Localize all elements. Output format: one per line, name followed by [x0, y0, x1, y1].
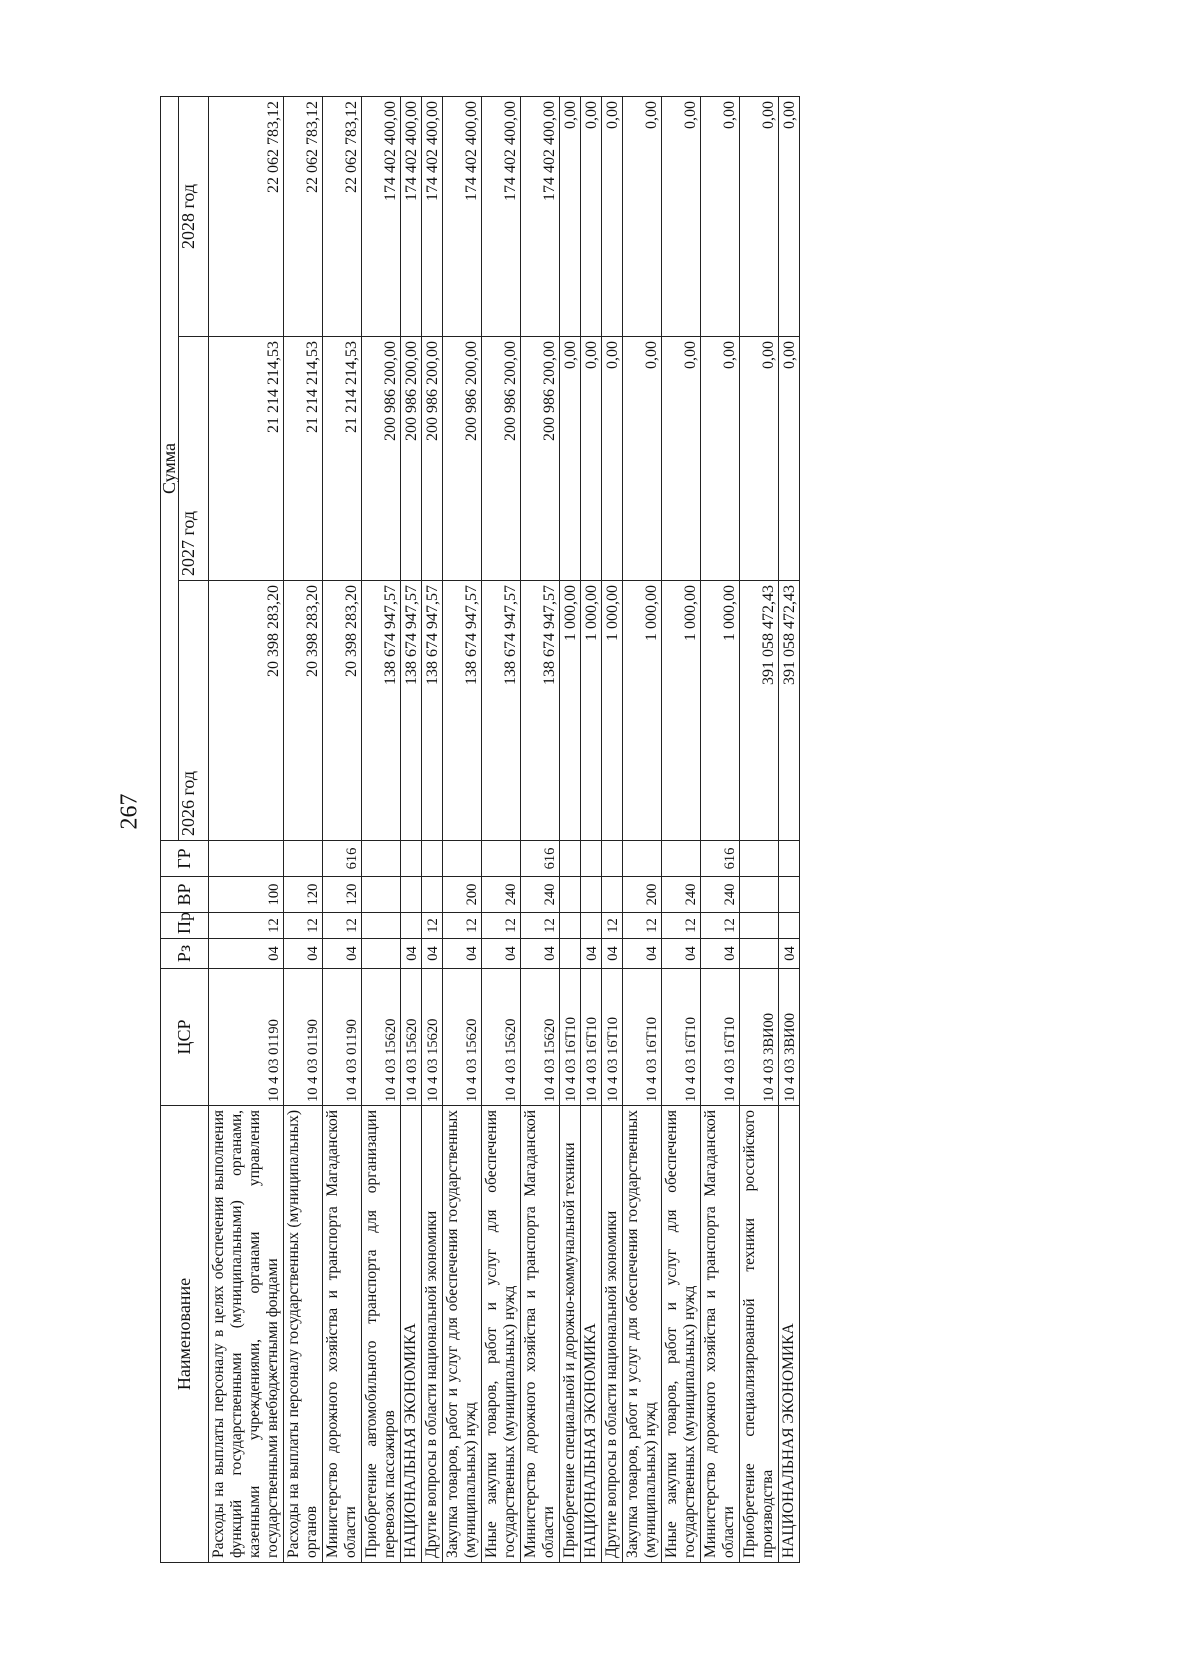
row-gr [560, 841, 581, 877]
row-rz: 04 [602, 939, 623, 969]
row-csr: 10 4 03 16Т10 [623, 969, 662, 1106]
row-csr: 10 4 03 16Т10 [602, 969, 623, 1106]
table-row [701, 96, 740, 1562]
row-gr [623, 841, 662, 877]
row-rz: 04 [443, 939, 482, 969]
row-name: Министерство дорожного хозяйства и транспорта Магаданской области [323, 1106, 362, 1563]
row-sum-2026: 138 674 947,57 [401, 581, 422, 841]
row-pr [581, 913, 602, 939]
row-sum-2026: 138 674 947,57 [521, 581, 560, 841]
row-sum-2028: 22 062 783,12 [323, 96, 362, 336]
row-pr [779, 913, 800, 939]
row-sum-2027: 200 986 200,00 [362, 337, 401, 581]
row-sum-2028: 174 402 400,00 [362, 96, 401, 336]
row-pr: 12 [323, 913, 362, 939]
row-sum-2027: 0,00 [623, 337, 662, 581]
row-rz: 04 [323, 939, 362, 969]
row-vr: 200 [443, 877, 482, 913]
row-pr: 12 [482, 913, 521, 939]
row-csr: 10 4 03 01190 [209, 969, 284, 1106]
row-rz: 04 [623, 939, 662, 969]
row-name: НАЦИОНАЛЬНАЯ ЭКОНОМИКА [581, 1106, 602, 1563]
row-name: Закупка товаров, работ и услуг для обеспечения государственных (муниципальных) нужд [623, 1106, 662, 1563]
row-sum-2028: 174 402 400,00 [521, 96, 560, 336]
row-name: Иные закупки товаров, работ и услуг для обеспечения государственных (муниципальных) нужд [662, 1106, 701, 1563]
header-vr: ВР [161, 877, 209, 913]
row-vr: 240 [701, 877, 740, 913]
row-csr: 10 4 03 3ВИ00 [740, 969, 779, 1106]
row-rz: 04 [779, 939, 800, 969]
row-pr: 12 [602, 913, 623, 939]
row-sum-2026: 1 000,00 [662, 581, 701, 841]
row-sum-2026: 1 000,00 [623, 581, 662, 841]
row-sum-2027: 0,00 [740, 337, 779, 581]
row-csr: 10 4 03 3ВИ00 [779, 969, 800, 1106]
table-row [662, 96, 701, 1562]
row-sum-2026: 20 398 283,20 [323, 581, 362, 841]
row-sum-2026: 20 398 283,20 [284, 581, 323, 841]
row-sum-2028: 0,00 [662, 96, 701, 336]
header-pr: Пр [161, 913, 209, 939]
row-rz [560, 939, 581, 969]
row-sum-2028: 0,00 [779, 96, 800, 336]
header-year-2026: 2026 год [179, 581, 209, 841]
row-sum-2027: 200 986 200,00 [401, 337, 422, 581]
row-csr: 10 4 03 16Т10 [701, 969, 740, 1106]
row-vr: 120 [323, 877, 362, 913]
header-name: Наименование [161, 1106, 209, 1563]
row-gr [602, 841, 623, 877]
row-gr [581, 841, 602, 877]
row-sum-2027: 21 214 214,53 [209, 337, 284, 581]
row-gr [401, 841, 422, 877]
table-row [443, 96, 482, 1562]
row-csr: 10 4 03 16Т10 [581, 969, 602, 1106]
header-rz: Рз [161, 939, 209, 969]
row-vr: 200 [623, 877, 662, 913]
row-sum-2028: 0,00 [740, 96, 779, 336]
row-sum-2028: 174 402 400,00 [422, 96, 443, 336]
row-gr [482, 841, 521, 877]
row-gr [362, 841, 401, 877]
row-csr: 10 4 03 01190 [323, 969, 362, 1106]
row-sum-2027: 0,00 [602, 337, 623, 581]
row-rz: 04 [521, 939, 560, 969]
row-gr: 616 [701, 841, 740, 877]
header-sum: Сумма [161, 96, 179, 840]
row-gr: 616 [323, 841, 362, 877]
table-body [209, 96, 800, 1562]
table-row [602, 96, 623, 1562]
header-year-2027: 2027 год [179, 337, 209, 581]
row-csr: 10 4 03 16Т10 [560, 969, 581, 1106]
row-vr [560, 877, 581, 913]
row-rz: 04 [662, 939, 701, 969]
row-name: Приобретение автомобильного транспорта для организации перевозок пассажиров [362, 1106, 401, 1563]
row-vr [581, 877, 602, 913]
row-rz [740, 939, 779, 969]
row-rz: 04 [581, 939, 602, 969]
row-name: Министерство дорожного хозяйства и транспорта Магаданской области [521, 1106, 560, 1563]
row-name: Расходы на выплаты персоналу в целях обеспечения выполнения функций государственными (муниципальными) органами, казенными учреждениями, органами управления государственными внебюджетными фондами [209, 1106, 284, 1563]
row-pr [362, 913, 401, 939]
table-row [323, 96, 362, 1562]
table-row [521, 96, 560, 1562]
row-sum-2027: 21 214 214,53 [323, 337, 362, 581]
row-rz: 04 [482, 939, 521, 969]
table-row [362, 96, 401, 1562]
row-sum-2028: 174 402 400,00 [401, 96, 422, 336]
row-gr [284, 841, 323, 877]
row-name: НАЦИОНАЛЬНАЯ ЭКОНОМИКА [401, 1106, 422, 1563]
table-row [740, 96, 779, 1562]
row-name: Министерство дорожного хозяйства и транспорта Магаданской области [701, 1106, 740, 1563]
row-pr: 12 [284, 913, 323, 939]
header-gr: ГР [161, 841, 209, 877]
row-rz: 04 [701, 939, 740, 969]
row-pr: 12 [209, 913, 284, 939]
row-pr: 12 [662, 913, 701, 939]
row-vr: 120 [284, 877, 323, 913]
row-gr: 616 [521, 841, 560, 877]
row-pr: 12 [623, 913, 662, 939]
row-sum-2027: 0,00 [662, 337, 701, 581]
row-pr: 12 [443, 913, 482, 939]
row-name: Другие вопросы в области национальной экономики [422, 1106, 443, 1563]
row-name: Другие вопросы в области национальной экономики [602, 1106, 623, 1563]
table-row [779, 96, 800, 1562]
row-pr [740, 913, 779, 939]
row-pr [401, 913, 422, 939]
header-year-2028: 2028 год [179, 96, 209, 336]
row-rz: 04 [284, 939, 323, 969]
row-rz [362, 939, 401, 969]
table-row [422, 96, 443, 1562]
row-gr [422, 841, 443, 877]
row-gr [779, 841, 800, 877]
row-sum-2027: 0,00 [779, 337, 800, 581]
row-csr: 10 4 03 16Т10 [662, 969, 701, 1106]
row-sum-2028: 22 062 783,12 [209, 96, 284, 336]
row-csr: 10 4 03 15620 [443, 969, 482, 1106]
row-sum-2027: 200 986 200,00 [422, 337, 443, 581]
row-vr: 100 [209, 877, 284, 913]
table-row [284, 96, 323, 1562]
row-sum-2026: 20 398 283,20 [209, 581, 284, 841]
row-sum-2028: 174 402 400,00 [443, 96, 482, 336]
row-name: Иные закупки товаров, работ и услуг для обеспечения государственных (муниципальных) нужд [482, 1106, 521, 1563]
row-sum-2028: 22 062 783,12 [284, 96, 323, 336]
row-sum-2026: 1 000,00 [581, 581, 602, 841]
row-vr [779, 877, 800, 913]
row-sum-2027: 200 986 200,00 [482, 337, 521, 581]
row-sum-2028: 0,00 [623, 96, 662, 336]
row-vr [362, 877, 401, 913]
row-rz: 04 [209, 939, 284, 969]
row-sum-2027: 0,00 [581, 337, 602, 581]
page-number: 267 [116, 793, 143, 830]
row-csr: 10 4 03 15620 [521, 969, 560, 1106]
rotated-page-content [160, 97, 1064, 1563]
row-rz: 04 [422, 939, 443, 969]
row-sum-2026: 391 058 472,43 [740, 581, 779, 841]
row-sum-2027: 200 986 200,00 [521, 337, 560, 581]
row-csr: 10 4 03 15620 [482, 969, 521, 1106]
row-sum-2026: 1 000,00 [560, 581, 581, 841]
row-vr: 240 [482, 877, 521, 913]
row-gr [740, 841, 779, 877]
row-pr [560, 913, 581, 939]
row-sum-2026: 391 058 472,43 [779, 581, 800, 841]
row-name: НАЦИОНАЛЬНАЯ ЭКОНОМИКА [779, 1106, 800, 1563]
row-sum-2027: 21 214 214,53 [284, 337, 323, 581]
row-vr: 240 [521, 877, 560, 913]
row-pr: 12 [422, 913, 443, 939]
table-row [401, 96, 422, 1562]
row-sum-2026: 138 674 947,57 [362, 581, 401, 841]
row-sum-2028: 0,00 [602, 96, 623, 336]
row-pr: 12 [701, 913, 740, 939]
row-sum-2028: 0,00 [701, 96, 740, 336]
row-vr [740, 877, 779, 913]
row-sum-2026: 138 674 947,57 [422, 581, 443, 841]
row-gr [443, 841, 482, 877]
row-sum-2026: 1 000,00 [701, 581, 740, 841]
row-vr [401, 877, 422, 913]
row-name: Приобретение специальной и дорожно-коммунальной техники [560, 1106, 581, 1563]
row-csr: 10 4 03 15620 [422, 969, 443, 1106]
row-name: Расходы на выплаты персоналу государственных (муниципальных) органов [284, 1106, 323, 1563]
budget-table [160, 96, 800, 1563]
row-rz: 04 [401, 939, 422, 969]
row-sum-2027: 0,00 [560, 337, 581, 581]
row-csr: 10 4 03 15620 [401, 969, 422, 1106]
row-gr [209, 841, 284, 877]
table-row [482, 96, 521, 1562]
table-row [209, 96, 284, 1562]
row-pr: 12 [521, 913, 560, 939]
row-sum-2028: 0,00 [581, 96, 602, 336]
table-row [560, 96, 581, 1562]
row-vr [602, 877, 623, 913]
row-gr [662, 841, 701, 877]
row-sum-2026: 138 674 947,57 [482, 581, 521, 841]
row-vr [422, 877, 443, 913]
row-sum-2027: 200 986 200,00 [443, 337, 482, 581]
row-csr: 10 4 03 01190 [284, 969, 323, 1106]
table-row [623, 96, 662, 1562]
row-sum-2028: 174 402 400,00 [482, 96, 521, 336]
table-row [581, 96, 602, 1562]
row-sum-2027: 0,00 [701, 337, 740, 581]
row-vr: 240 [662, 877, 701, 913]
header-csr: ЦСР [161, 969, 209, 1106]
row-name: Закупка товаров, работ и услуг для обеспечения государственных (муниципальных) нужд [443, 1106, 482, 1563]
row-name: Приобретение специализированной техники российского производства [740, 1106, 779, 1563]
row-sum-2028: 0,00 [560, 96, 581, 336]
row-sum-2026: 1 000,00 [602, 581, 623, 841]
row-csr: 10 4 03 15620 [362, 969, 401, 1106]
row-sum-2026: 138 674 947,57 [443, 581, 482, 841]
